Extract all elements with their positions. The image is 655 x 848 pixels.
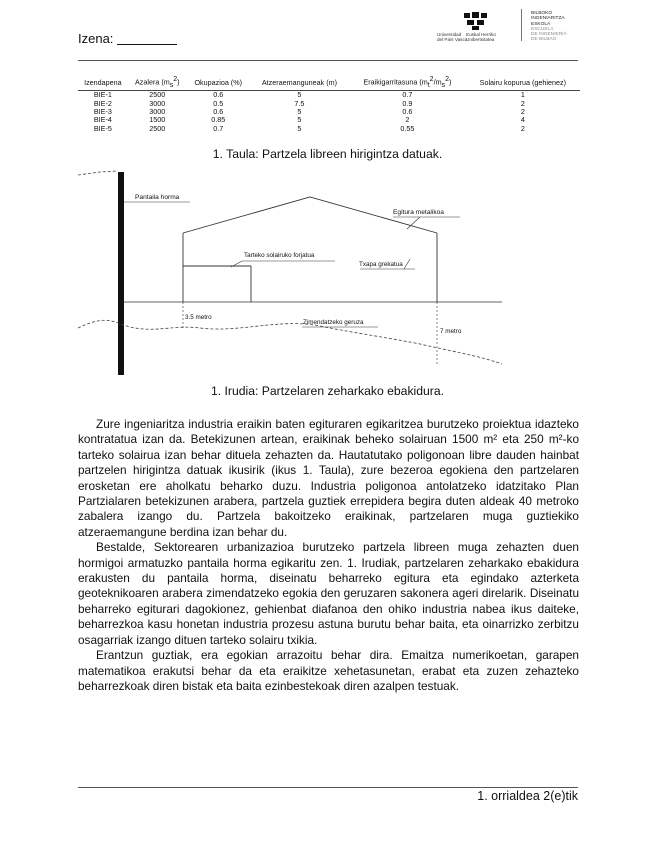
university-name-eu: Euskal Herriko Unibertsitatea xyxy=(466,32,496,43)
name-blank-line xyxy=(117,44,177,45)
table-cell: 0.7 xyxy=(402,90,413,100)
label-slab: Txapa grekatua xyxy=(359,261,403,268)
table-cell: 2 xyxy=(520,107,525,117)
table-cell: BIE-1 xyxy=(93,90,112,100)
table-cell: 0.6 xyxy=(402,107,413,117)
table-cell: 1 xyxy=(520,90,525,100)
university-name-es: Universidad del País Vasco xyxy=(437,32,468,43)
statement-text xyxy=(78,417,579,694)
page-number: 1. orrialdea 2(e)tik xyxy=(477,789,578,803)
table-caption: 1. Taula: Partzela libreen hirigintza datuak. xyxy=(212,147,443,161)
header-divider xyxy=(521,9,522,41)
footer-rule xyxy=(78,787,578,788)
paragraph-3: Erantzun guztiak, era egokian arrazoitu behar dira. Emaitza numerikoetan, garapen matematikoa erakutsi behar da eta eraikitze xehetasunetan, erabat eta zuzen zehazteko beharrezkoak diren bistak eta baita ezinbestekoak diren azalpen testuak. xyxy=(78,648,579,693)
table-cell: 0.7 xyxy=(213,123,224,133)
table-cell: 5 xyxy=(297,123,302,133)
table-cell: 2 xyxy=(405,115,410,125)
label-wall: Pantaila horma xyxy=(135,194,180,201)
cross-section-figure xyxy=(0,168,655,378)
figure-caption: 1. Irudia: Partzelaren zeharkako ebakidura. xyxy=(210,384,445,398)
label-depth-2: 7 metro xyxy=(440,328,462,335)
table-cell: BIE-3 xyxy=(93,107,112,117)
column-header: Eraikigarritasuna $(m_t^2/m_s^2)$ xyxy=(349,76,465,91)
column-header: Izendapena xyxy=(78,76,128,91)
column-header: Solairu kopurua (gehienez) xyxy=(466,76,580,91)
table-cell: 0.5 xyxy=(213,98,224,108)
parcel-data-table xyxy=(78,76,580,133)
retaining-wall xyxy=(118,172,124,375)
table-cell: 5 xyxy=(297,115,302,125)
table-cell: 3000 xyxy=(149,98,166,108)
table-cell: BIE-5 xyxy=(93,123,112,133)
table-cell: 1500 xyxy=(149,115,166,125)
table-cell: 0.6 xyxy=(213,107,224,117)
label-structure: Egitura metalikoa xyxy=(393,209,444,216)
label-depth-1: 3.5 metro xyxy=(185,314,212,321)
table-cell: 0.6 xyxy=(213,90,224,100)
table-cell: BIE-4 xyxy=(93,115,112,125)
table-cell: 0.9 xyxy=(402,98,413,108)
header-rule xyxy=(78,60,578,61)
name-field xyxy=(78,31,177,46)
table-header-row xyxy=(78,76,580,91)
column-header: Okupazioa (%) xyxy=(187,76,250,91)
table-cell: 3000 xyxy=(149,107,166,117)
table-cell: 2 xyxy=(520,98,525,108)
paragraph-1: Zure ingeniaritza industria eraikin baten egituraren egikaritzea burutzeko proiektua idazteko kontratatua izan da. Betekizunen artean, eraikinak beheko solairuan 1500 m² eta 250 m²-ko tarteko solairua izan behar dituela zehazten da. Hautatutako poligonoan libre dauden hainbat partzelen hirigintza datuak ikusirik (ikus 1. Taula), zure bezeroa egokiena den partzelaren erosketan ere aholkatu beharko duzu. Industria poligonoa antolatzeko idatzitako Plan Partzialaren betekizunen arabera, partzela guztiek errepidera begira duten aldeak 40 metroko zabalera izango du. Partzela bakoitzeko eraikinak, partzelaren muga guztiekiko atzeraemangune berdina izan behar du. xyxy=(78,417,579,539)
column-header: Atzeraemanguneak (m) xyxy=(250,76,349,91)
table-cell: 2 xyxy=(520,123,525,133)
table-row xyxy=(78,125,580,133)
paragraph-2: Bestalde, Sektorearen urbanizazioa burutzeko partzela libreen muga zehazten duen hormigoi armatuzko pantaila horma egikaritu zen. 1. Irudiak, partzelaren zeharkako ebakidura erakusten du pantaila horma, diseinatu beharreko egitura eta egindako azterketa geoteknikoaren arabera zimendatzeko egokia den geruzaren sakonera ageri direlarik. Diseinatu beharreko egiturari dagokionez, gehienbat diafanoa den ohiko industria nabea ikus daiteke, beharrezkoa kasu honetan industria prozesu astuna burutu behar baita, eta oinarrizko zerbitzu osagarriak izango dituen tarteko solairu txikia. xyxy=(78,540,579,647)
column-header: Azalera $(m_s^2)$ xyxy=(128,76,187,91)
table-cell: 5 xyxy=(297,90,302,100)
table-cell: 2500 xyxy=(149,123,166,133)
label-mezzanine: Tarteko solairuko forjatua xyxy=(244,252,315,259)
label-foundation: Zimendatzeko geruza xyxy=(303,319,364,326)
table-cell: 7.5 xyxy=(294,98,305,108)
name-label: Izena: xyxy=(78,31,114,46)
table-cell: 4 xyxy=(520,115,525,125)
foundation-layer xyxy=(78,320,502,364)
school-name: BILBOKO INGENIARITZA ESKOLA ESCUELA DE INGENIERÍA DE BILBAO xyxy=(531,11,567,43)
table-cell: 0.55 xyxy=(400,123,415,133)
table-cell: 0.85 xyxy=(211,115,226,125)
table-cell: 2500 xyxy=(149,90,166,100)
table-cell: 5 xyxy=(297,107,302,117)
university-logo-icon xyxy=(462,11,490,31)
table-cell: BIE-2 xyxy=(93,98,112,108)
